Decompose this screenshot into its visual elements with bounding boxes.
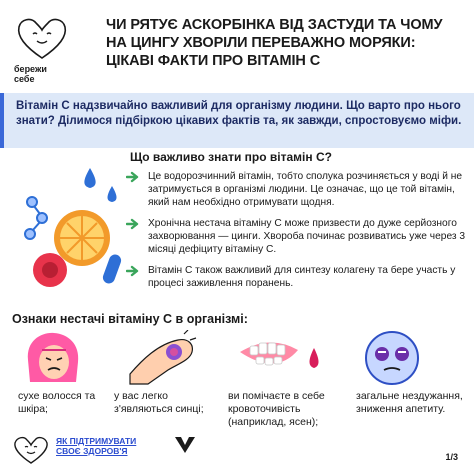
- page-title: ЧИ РЯТУЄ АСКОРБІНКА ВІД ЗАСТУДИ ТА ЧОМУ НА ЦИНГУ ХВОРІЛИ ПЕРЕВАЖНО МОРЯКИ: ЦІКАВІ ФАКТИ ПРО ВІТАМІН С: [106, 17, 443, 69]
- signs-row: [0, 330, 474, 430]
- page-number: 1/3: [445, 452, 458, 462]
- heart-face-icon: [14, 14, 70, 62]
- partner-logo-icon: [174, 436, 196, 459]
- section-title-signs: Ознаки нестачі вітаміну С в організмі:: [12, 312, 248, 326]
- sign-text: загальне нездужання, зниження апетиту.: [356, 390, 463, 415]
- sign-fatigue: [360, 330, 424, 386]
- footer-link[interactable]: ЯК ПІДТРИМУВАТИ СВОЄ ЗДОРОВ'Я: [56, 436, 137, 456]
- gums-icon: [236, 330, 326, 386]
- intro-text: Вітамін С надзвичайно важливий для організму людини. Що варто про нього знати? Ділимося підбіркою цікавих фактів та, як завжди, спростовуємо міфи.: [16, 100, 462, 127]
- sign-dry-hair: [22, 330, 84, 386]
- blood-drop-icon: [310, 348, 319, 368]
- tired-face-icon: [360, 330, 424, 386]
- section-title-facts: Що важливо знати про вітамін С?: [130, 150, 332, 164]
- sign-text: ви помічаєте в себе кровоточивість (наприклад, ясен);: [228, 390, 325, 428]
- brand-logo: [14, 14, 74, 84]
- sign-text: у вас легко з'являються синці;: [114, 390, 204, 415]
- water-drop-icon: [108, 186, 117, 202]
- facts-list: [126, 170, 466, 298]
- vitamin-illustration: [20, 160, 132, 300]
- arrow-right-icon: [126, 170, 148, 209]
- dry-hair-face-icon: [22, 330, 84, 386]
- heart-icon: [12, 434, 50, 471]
- molecule-icon: [25, 197, 47, 239]
- sign-bleeding-gums: [236, 330, 326, 386]
- fact-text: Хронічна нестача вітаміну С може призвести до дуже серйозного захворювання — цинги. Хвороба починає розвиватись уже через 3 місяці дефіциту вітаміну С.: [148, 218, 466, 255]
- intro-box: [0, 93, 474, 148]
- arrow-right-icon: [126, 217, 148, 256]
- sign-text: сухе волосся та шкіра;: [18, 390, 96, 415]
- fact-text: Це водорозчинний вітамін, тобто сполука розчиняється у воді й не затримується в організмі людини. Це означає, що це той вітамін, який нам необхідно отримувати щодня.: [148, 171, 463, 208]
- fact-item: [126, 170, 466, 209]
- fact-item: [126, 264, 466, 290]
- arrow-right-icon: [126, 264, 148, 290]
- bruised-arm-icon: [128, 330, 198, 386]
- fact-item: [126, 217, 466, 256]
- pill-icon: [101, 253, 123, 285]
- fact-text: Вітамін С також важливий для синтезу колагену та бере участь у процесі заживлення поранень.: [148, 265, 456, 289]
- logo-text: бережи себе: [14, 64, 47, 84]
- sign-bruises: [128, 330, 198, 386]
- water-drop-icon: [84, 168, 95, 188]
